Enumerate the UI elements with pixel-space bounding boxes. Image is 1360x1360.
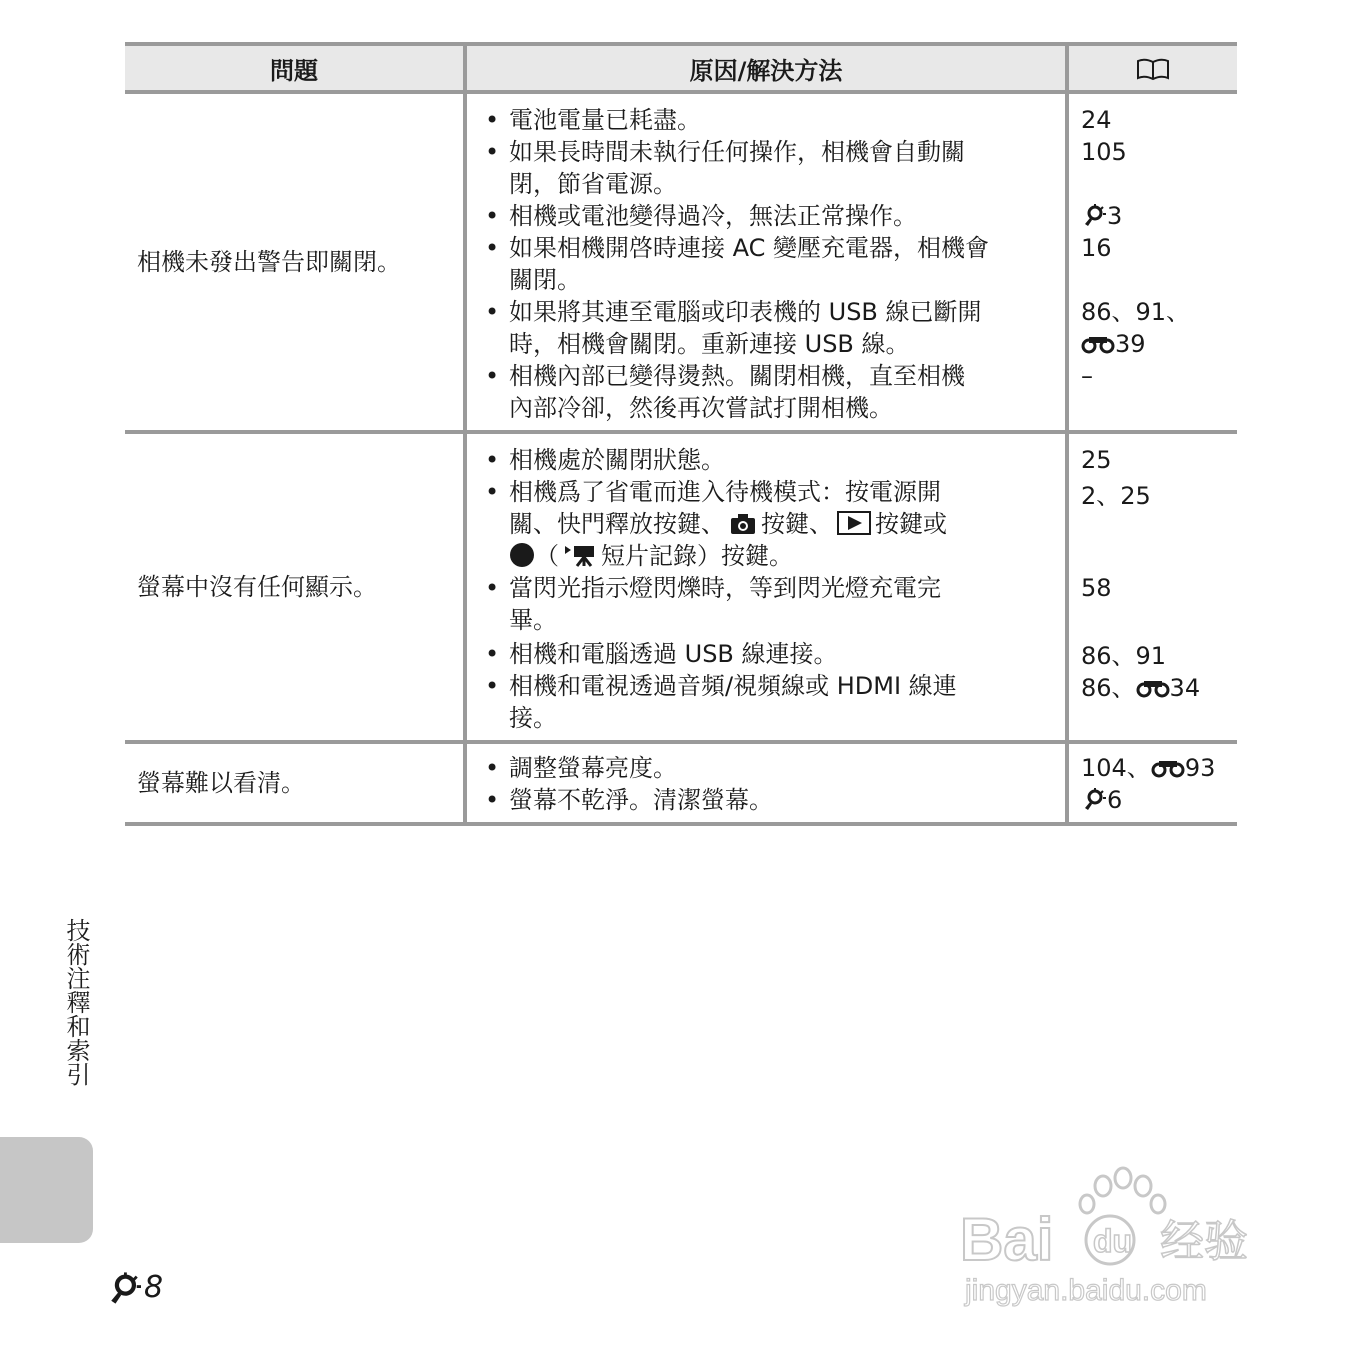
watermark-url: jingyan.baidu.com (965, 1274, 1207, 1307)
list-item: • 相機內部已變得燙熱。關閉相機，直至相機 內部冷卻，然後再次嘗試打開相機。 (479, 360, 1055, 424)
list-item: • 相機處於關閉狀態。 (479, 444, 1055, 476)
page-ref: 24 (1081, 106, 1112, 134)
cause-cell (465, 92, 1067, 432)
cause-cell (465, 432, 1067, 742)
book-icon (1136, 57, 1170, 81)
list-item: • 相機或電池變得過冷，無法正常操作。 (479, 200, 1055, 232)
list-item: • 相機和電腦透過 USB 線連接。 (479, 638, 1055, 670)
tip-bulb-icon (1081, 203, 1107, 227)
list-item: • 相機爲了省電而進入待機模式：按電源開 關、快門釋放按鍵、 按鍵、 按鍵或 （ 短片記錄）按鍵。 (479, 476, 1055, 572)
list-item: • 如果長時間未執行任何操作，相機會自動關 閉，節省電源。 (479, 136, 1055, 200)
table-row (125, 92, 1237, 432)
list-item: • 如果相機開啓時連接 AC 變壓充電器，相機會 關閉。 (479, 232, 1055, 296)
camera-icon (729, 513, 757, 535)
movie-icon (563, 543, 597, 567)
list-item: • 當閃光指示燈閃爍時，等到閃光燈充電完 畢。 (479, 572, 1055, 636)
list-item: • 相機和電視透過音頻/視頻線或 HDMI 線連 接。 (479, 670, 1055, 734)
problem-cell: 螢幕中沒有任何顯示。 (125, 432, 465, 742)
list-item: • 如果將其連至電腦或印表機的 USB 線已斷開 時，相機會關閉。重新連接 USB 線。 (479, 296, 1055, 360)
tip-bulb-icon (1081, 787, 1107, 811)
page-ref: 58 (1081, 574, 1112, 602)
watermark-brand-cn: 经验 (1160, 1216, 1248, 1267)
watermark-brand: Bai (960, 1206, 1054, 1273)
baidu-watermark (960, 1160, 1290, 1310)
list-item: • 電池電量已耗盡。 (479, 104, 1055, 136)
section-side-label: 技術注釋和索引 (62, 918, 90, 1086)
page-ref: 105 (1081, 138, 1127, 166)
record-icon (509, 542, 535, 568)
page-ref: 86、 34 (1081, 674, 1201, 702)
troubleshooting-table (125, 42, 1237, 826)
page-ref: 86、91、 (1081, 298, 1191, 326)
page-ref: 104、 93 (1081, 754, 1216, 782)
list-item: • 調整螢幕亮度。 (479, 752, 1055, 784)
page-ref: – (1081, 362, 1093, 390)
header-problem: 問題 (125, 44, 465, 92)
page-ref: 6 (1081, 784, 1231, 816)
section-tab (0, 1137, 93, 1243)
cause-cell (465, 742, 1067, 824)
table-header-row (125, 44, 1237, 92)
reference-section-icon (1081, 333, 1115, 355)
table-row (125, 742, 1237, 824)
reference-cell (1067, 92, 1237, 432)
play-icon (837, 511, 871, 535)
reference-cell (1067, 742, 1237, 824)
header-cause: 原因/解決方法 (465, 44, 1067, 92)
page-ref: 3 (1081, 200, 1231, 232)
svg-text:du: du (1093, 1223, 1133, 1259)
list-item: • 螢幕不乾淨。清潔螢幕。 (479, 784, 1055, 816)
reference-section-icon (1136, 677, 1170, 699)
page-number: 8 (104, 1270, 163, 1305)
page-ref: 16 (1081, 234, 1112, 262)
header-reference (1067, 44, 1237, 92)
tip-bulb-icon (104, 1271, 144, 1305)
page-ref: 25 (1081, 446, 1112, 474)
table-row (125, 432, 1237, 742)
page-ref: 86、91 (1081, 642, 1167, 670)
problem-cell: 螢幕難以看清。 (125, 742, 465, 824)
reference-section-icon (1151, 757, 1185, 779)
page-ref: 2、25 (1081, 482, 1151, 510)
page-ref: 39 (1081, 328, 1231, 360)
reference-cell (1067, 432, 1237, 742)
problem-cell: 相機未發出警告即關閉。 (125, 92, 465, 432)
